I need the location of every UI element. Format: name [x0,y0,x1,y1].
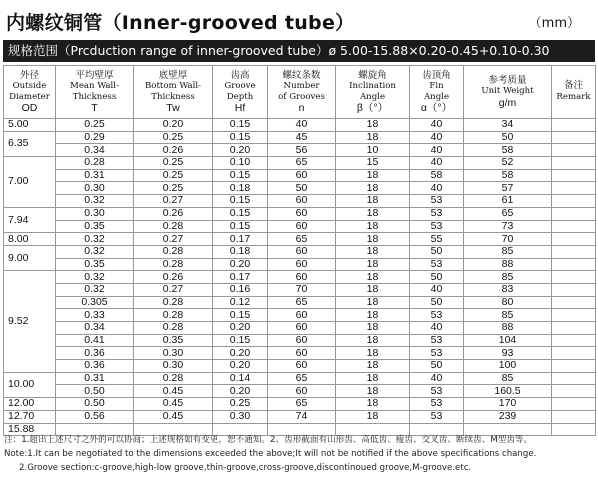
cell-inclination-angle: 18 [336,372,410,385]
cell-inclination-angle: 15 [336,157,410,170]
cell-bottom-wall-thickness: 0.27 [134,283,213,296]
cell-fin-angle: 40 [410,144,464,157]
cell-number-of-grooves: 65 [268,157,336,170]
cell-groove-depth: 0.20 [213,347,268,360]
cell-unit-weight: 88 [464,258,552,271]
cell-inclination-angle: 18 [336,131,410,144]
table-row [4,157,596,170]
header-number-of-grooves: 螺纹条数 Number of Grooves n [268,66,336,119]
cell-inclination-angle: 18 [336,385,410,398]
cell-number-of-grooves: 60 [268,220,336,233]
cell-groove-depth: 0.16 [213,283,268,296]
cell-mean-wall-thickness: 0.32 [56,283,134,296]
cell-inclination-angle: 18 [336,360,410,373]
table-row [4,233,596,246]
cell-mean-wall-thickness: 0.31 [56,372,134,385]
cell-inclination-angle: 18 [336,398,410,411]
cell-inclination-angle: 18 [336,322,410,335]
cell-mean-wall-thickness: 0.31 [56,169,134,182]
note-english-1: Note:1.It can be negotiated to the dimensions exceeded the above;It will not be notified if the above specifications change. [4,449,537,459]
cell-bottom-wall-thickness: 0.20 [134,119,213,132]
cell-fin-angle: 53 [410,347,464,360]
cell-fin-angle: 53 [410,410,464,423]
header-unit-weight: 参考质量 Unit Weight g/m [464,66,552,119]
table-row [4,322,596,335]
cell-fin-angle: 50 [410,245,464,258]
production-range-bar: 规格范围（Prcduction range of inner-grooved tube）ø 5.00-15.88×0.20-0.45+0.10-0.30 [3,40,595,62]
cell-bottom-wall-thickness: 0.45 [134,410,213,423]
cell-remark [552,322,596,335]
notes [4,433,594,475]
cell-fin-angle: 53 [410,195,464,208]
cell-fin-angle: 50 [410,360,464,373]
cell-inclination-angle: 18 [336,309,410,322]
cell-inclination-angle: 18 [336,195,410,208]
table-row [4,334,596,347]
cell-outside-diameter: 8.00 [4,233,56,246]
cell-unit-weight: 73 [464,220,552,233]
cell-groove-depth: 0.15 [213,195,268,208]
cell-remark [552,169,596,182]
cell-remark [552,385,596,398]
cell-number-of-grooves: 60 [268,309,336,322]
cell-unit-weight: 83 [464,283,552,296]
cell-inclination-angle: 18 [336,347,410,360]
cell-inclination-angle: 18 [336,169,410,182]
table-row [4,372,596,385]
table-row [4,182,596,195]
cell-inclination-angle: 18 [336,258,410,271]
cell-groove-depth: 0.17 [213,271,268,284]
cell-number-of-grooves: 74 [268,410,336,423]
header-remark: 备注 Remark [552,66,596,119]
cell-bottom-wall-thickness: 0.25 [134,182,213,195]
cell-bottom-wall-thickness: 0.28 [134,372,213,385]
table-row [4,195,596,208]
cell-number-of-grooves: 60 [268,245,336,258]
cell-fin-angle: 53 [410,207,464,220]
cell-unit-weight: 65 [464,207,552,220]
cell-bottom-wall-thickness: 0.30 [134,347,213,360]
cell-mean-wall-thickness: 0.30 [56,207,134,220]
cell-fin-angle: 50 [410,271,464,284]
cell-fin-angle: 40 [410,157,464,170]
cell-inclination-angle: 18 [336,410,410,423]
cell-remark [552,410,596,423]
cell-number-of-grooves: 60 [268,258,336,271]
cell-groove-depth: 0.20 [213,144,268,157]
cell-mean-wall-thickness: 0.32 [56,195,134,208]
cell-remark [552,157,596,170]
table-row [4,296,596,309]
cell-fin-angle: 40 [410,322,464,335]
cell-number-of-grooves: 60 [268,347,336,360]
table-row [4,271,596,284]
cell-groove-depth: 0.15 [213,334,268,347]
table-row [4,119,596,132]
cell-inclination-angle: 18 [336,182,410,195]
cell-outside-diameter: 6.35 [4,131,56,156]
cell-inclination-angle: 18 [336,245,410,258]
cell-mean-wall-thickness: 0.41 [56,334,134,347]
cell-unit-weight: 58 [464,169,552,182]
cell-fin-angle: 53 [410,334,464,347]
cell-remark [552,233,596,246]
cell-bottom-wall-thickness: 0.25 [134,131,213,144]
cell-bottom-wall-thickness: 0.25 [134,157,213,170]
cell-remark [552,195,596,208]
table-row [4,410,596,423]
cell-inclination-angle: 18 [336,220,410,233]
table-row [4,169,596,182]
header-inclination-angle: 螺旋角 Inclination Angle β（°） [336,66,410,119]
cell-inclination-angle: 10 [336,144,410,157]
table-body [4,119,596,436]
cell-remark [552,372,596,385]
cell-mean-wall-thickness: 0.29 [56,131,134,144]
cell-remark [552,258,596,271]
table-row [4,385,596,398]
cell-remark [552,296,596,309]
cell-bottom-wall-thickness: 0.28 [134,245,213,258]
cell-mean-wall-thickness: 0.25 [56,119,134,132]
cell-number-of-grooves: 60 [268,271,336,284]
cell-remark [552,283,596,296]
cell-bottom-wall-thickness: 0.28 [134,220,213,233]
cell-groove-depth: 0.17 [213,233,268,246]
cell-number-of-grooves: 50 [268,182,336,195]
cell-mean-wall-thickness: 0.33 [56,309,134,322]
cell-number-of-grooves: 60 [268,385,336,398]
cell-fin-angle: 53 [410,258,464,271]
cell-mean-wall-thickness: 0.56 [56,410,134,423]
header-outside-diameter: 外径 Outside Diameter OD [4,66,56,119]
cell-inclination-angle: 18 [336,271,410,284]
cell-groove-depth: 0.20 [213,322,268,335]
cell-mean-wall-thickness: 0.35 [56,220,134,233]
cell-unit-weight: 88 [464,322,552,335]
cell-groove-depth: 0.20 [213,385,268,398]
cell-number-of-grooves: 60 [268,322,336,335]
cell-groove-depth: 0.15 [213,119,268,132]
cell-outside-diameter: 5.00 [4,119,56,132]
cell-bottom-wall-thickness: 0.35 [134,334,213,347]
table-row [4,309,596,322]
cell-inclination-angle: 18 [336,207,410,220]
cell-remark [552,309,596,322]
cell-mean-wall-thickness: 0.32 [56,271,134,284]
cell-number-of-grooves: 65 [268,233,336,246]
cell-mean-wall-thickness: 0.50 [56,398,134,411]
cell-outside-diameter: 7.94 [4,207,56,232]
cell-bottom-wall-thickness: 0.28 [134,322,213,335]
cell-remark [552,245,596,258]
cell-fin-angle: 40 [410,182,464,195]
cell-unit-weight: 61 [464,195,552,208]
cell-mean-wall-thickness: 0.30 [56,182,134,195]
table-row [4,398,596,411]
cell-remark [552,271,596,284]
cell-fin-angle: 40 [410,131,464,144]
header-fin-angle: 齿顶角 Fin Angle α（°） [410,66,464,119]
cell-number-of-grooves: 45 [268,131,336,144]
cell-groove-depth: 0.15 [213,207,268,220]
cell-remark [552,220,596,233]
cell-groove-depth: 0.15 [213,220,268,233]
cell-bottom-wall-thickness: 0.30 [134,360,213,373]
cell-unit-weight: 239 [464,410,552,423]
cell-mean-wall-thickness: 0.50 [56,385,134,398]
cell-bottom-wall-thickness: 0.28 [134,309,213,322]
cell-fin-angle: 58 [410,169,464,182]
cell-groove-depth: 0.15 [213,309,268,322]
cell-groove-depth: 0.12 [213,296,268,309]
cell-remark [552,182,596,195]
table-row [4,131,596,144]
cell-groove-depth: 0.30 [213,410,268,423]
cell-remark [552,119,596,132]
cell-unit-weight: 85 [464,372,552,385]
cell-number-of-grooves: 70 [268,283,336,296]
cell-fin-angle: 40 [410,372,464,385]
cell-groove-depth: 0.15 [213,131,268,144]
cell-unit-weight: 85 [464,271,552,284]
unit-label: （mm） [528,16,580,31]
cell-mean-wall-thickness: 0.28 [56,157,134,170]
table-row [4,347,596,360]
cell-inclination-angle: 18 [336,334,410,347]
cell-remark [552,131,596,144]
cell-bottom-wall-thickness: 0.26 [134,271,213,284]
spec-table [3,65,596,436]
cell-mean-wall-thickness: 0.35 [56,258,134,271]
cell-remark [552,144,596,157]
cell-mean-wall-thickness: 0.36 [56,360,134,373]
cell-outside-diameter: 10.00 [4,372,56,397]
cell-fin-angle: 53 [410,398,464,411]
cell-number-of-grooves: 40 [268,119,336,132]
cell-fin-angle: 40 [410,119,464,132]
cell-unit-weight: 85 [464,245,552,258]
cell-groove-depth: 0.25 [213,398,268,411]
cell-mean-wall-thickness: 0.305 [56,296,134,309]
cell-outside-diameter: 12.70 [4,410,56,423]
cell-outside-diameter: 15.88 [4,423,56,436]
cell-remark [552,398,596,411]
cell-unit-weight: 93 [464,347,552,360]
cell-mean-wall-thickness: 0.34 [56,144,134,157]
cell-unit-weight: 70 [464,233,552,246]
note-chinese: 注：1.超出上述尺寸之外的可以协商；上述规格如有变更，恕不通知。2、齿形截面有山形齿、高低齿、瘦齿、交叉齿、断续齿、M型齿等。 [4,435,533,445]
cell-bottom-wall-thickness: 0.28 [134,258,213,271]
cell-bottom-wall-thickness: 0.25 [134,169,213,182]
cell-number-of-grooves: 60 [268,169,336,182]
cell-unit-weight: 100 [464,360,552,373]
cell-bottom-wall-thickness: 0.28 [134,296,213,309]
cell-number-of-grooves: 60 [268,195,336,208]
cell-remark [552,334,596,347]
table-row [4,220,596,233]
cell-bottom-wall-thickness: 0.26 [134,144,213,157]
header-mean-wall-thickness: 平均壁厚 Mean Wall- Thickness T [56,66,134,119]
cell-bottom-wall-thickness: 0.27 [134,195,213,208]
table-row [4,245,596,258]
cell-unit-weight: 58 [464,144,552,157]
cell-unit-weight: 160.5 [464,385,552,398]
cell-bottom-wall-thickness: 0.26 [134,207,213,220]
cell-number-of-grooves: 60 [268,360,336,373]
cell-inclination-angle: 18 [336,119,410,132]
table-row [4,144,596,157]
note-english-2: 2.Groove section:c-groove,high-low groove,thin-groove,cross-groove,discontinoued groove,M-groove.etc. [19,463,472,473]
cell-number-of-grooves: 65 [268,372,336,385]
cell-bottom-wall-thickness: 0.27 [134,233,213,246]
cell-groove-depth: 0.10 [213,157,268,170]
cell-bottom-wall-thickness: 0.45 [134,385,213,398]
cell-groove-depth: 0.20 [213,360,268,373]
cell-unit-weight: 34 [464,119,552,132]
cell-outside-diameter: 9.00 [4,245,56,270]
cell-fin-angle: 53 [410,309,464,322]
cell-number-of-grooves: 60 [268,207,336,220]
cell-unit-weight: 57 [464,182,552,195]
cell-fin-angle: 50 [410,296,464,309]
cell-number-of-grooves: 65 [268,398,336,411]
cell-fin-angle: 53 [410,220,464,233]
cell-unit-weight: 170 [464,398,552,411]
cell-remark [552,360,596,373]
cell-fin-angle: 55 [410,233,464,246]
cell-remark [552,207,596,220]
cell-mean-wall-thickness: 0.36 [56,347,134,360]
cell-outside-diameter: 7.00 [4,157,56,208]
header-groove-depth: 齿高 Groove Depth Hf [213,66,268,119]
table-row [4,360,596,373]
cell-groove-depth: 0.18 [213,245,268,258]
cell-bottom-wall-thickness: 0.45 [134,398,213,411]
cell-number-of-grooves: 65 [268,296,336,309]
table-header-row [4,66,596,119]
cell-inclination-angle: 18 [336,233,410,246]
cell-remark [552,347,596,360]
cell-unit-weight: 50 [464,131,552,144]
cell-mean-wall-thickness: 0.32 [56,233,134,246]
table-row [4,283,596,296]
page-title: 内螺纹铜管（Inner-grooved tube） [6,12,355,34]
cell-groove-depth: 0.18 [213,182,268,195]
cell-unit-weight: 80 [464,296,552,309]
cell-number-of-grooves: 60 [268,334,336,347]
cell-number-of-grooves: 56 [268,144,336,157]
cell-unit-weight: 52 [464,157,552,170]
cell-inclination-angle: 18 [336,296,410,309]
cell-mean-wall-thickness: 0.32 [56,245,134,258]
cell-groove-depth: 0.20 [213,258,268,271]
cell-groove-depth: 0.14 [213,372,268,385]
cell-outside-diameter: 12.00 [4,398,56,411]
table-row [4,207,596,220]
cell-inclination-angle: 18 [336,283,410,296]
table-row [4,258,596,271]
cell-fin-angle: 53 [410,385,464,398]
cell-unit-weight: 104 [464,334,552,347]
cell-outside-diameter: 9.52 [4,271,56,373]
header-bottom-wall-thickness: 底壁厚 Bottom Wall- Thickness Tw [134,66,213,119]
cell-mean-wall-thickness: 0.34 [56,322,134,335]
cell-groove-depth: 0.15 [213,169,268,182]
cell-fin-angle: 40 [410,283,464,296]
title-row [6,6,592,36]
cell-unit-weight: 85 [464,309,552,322]
